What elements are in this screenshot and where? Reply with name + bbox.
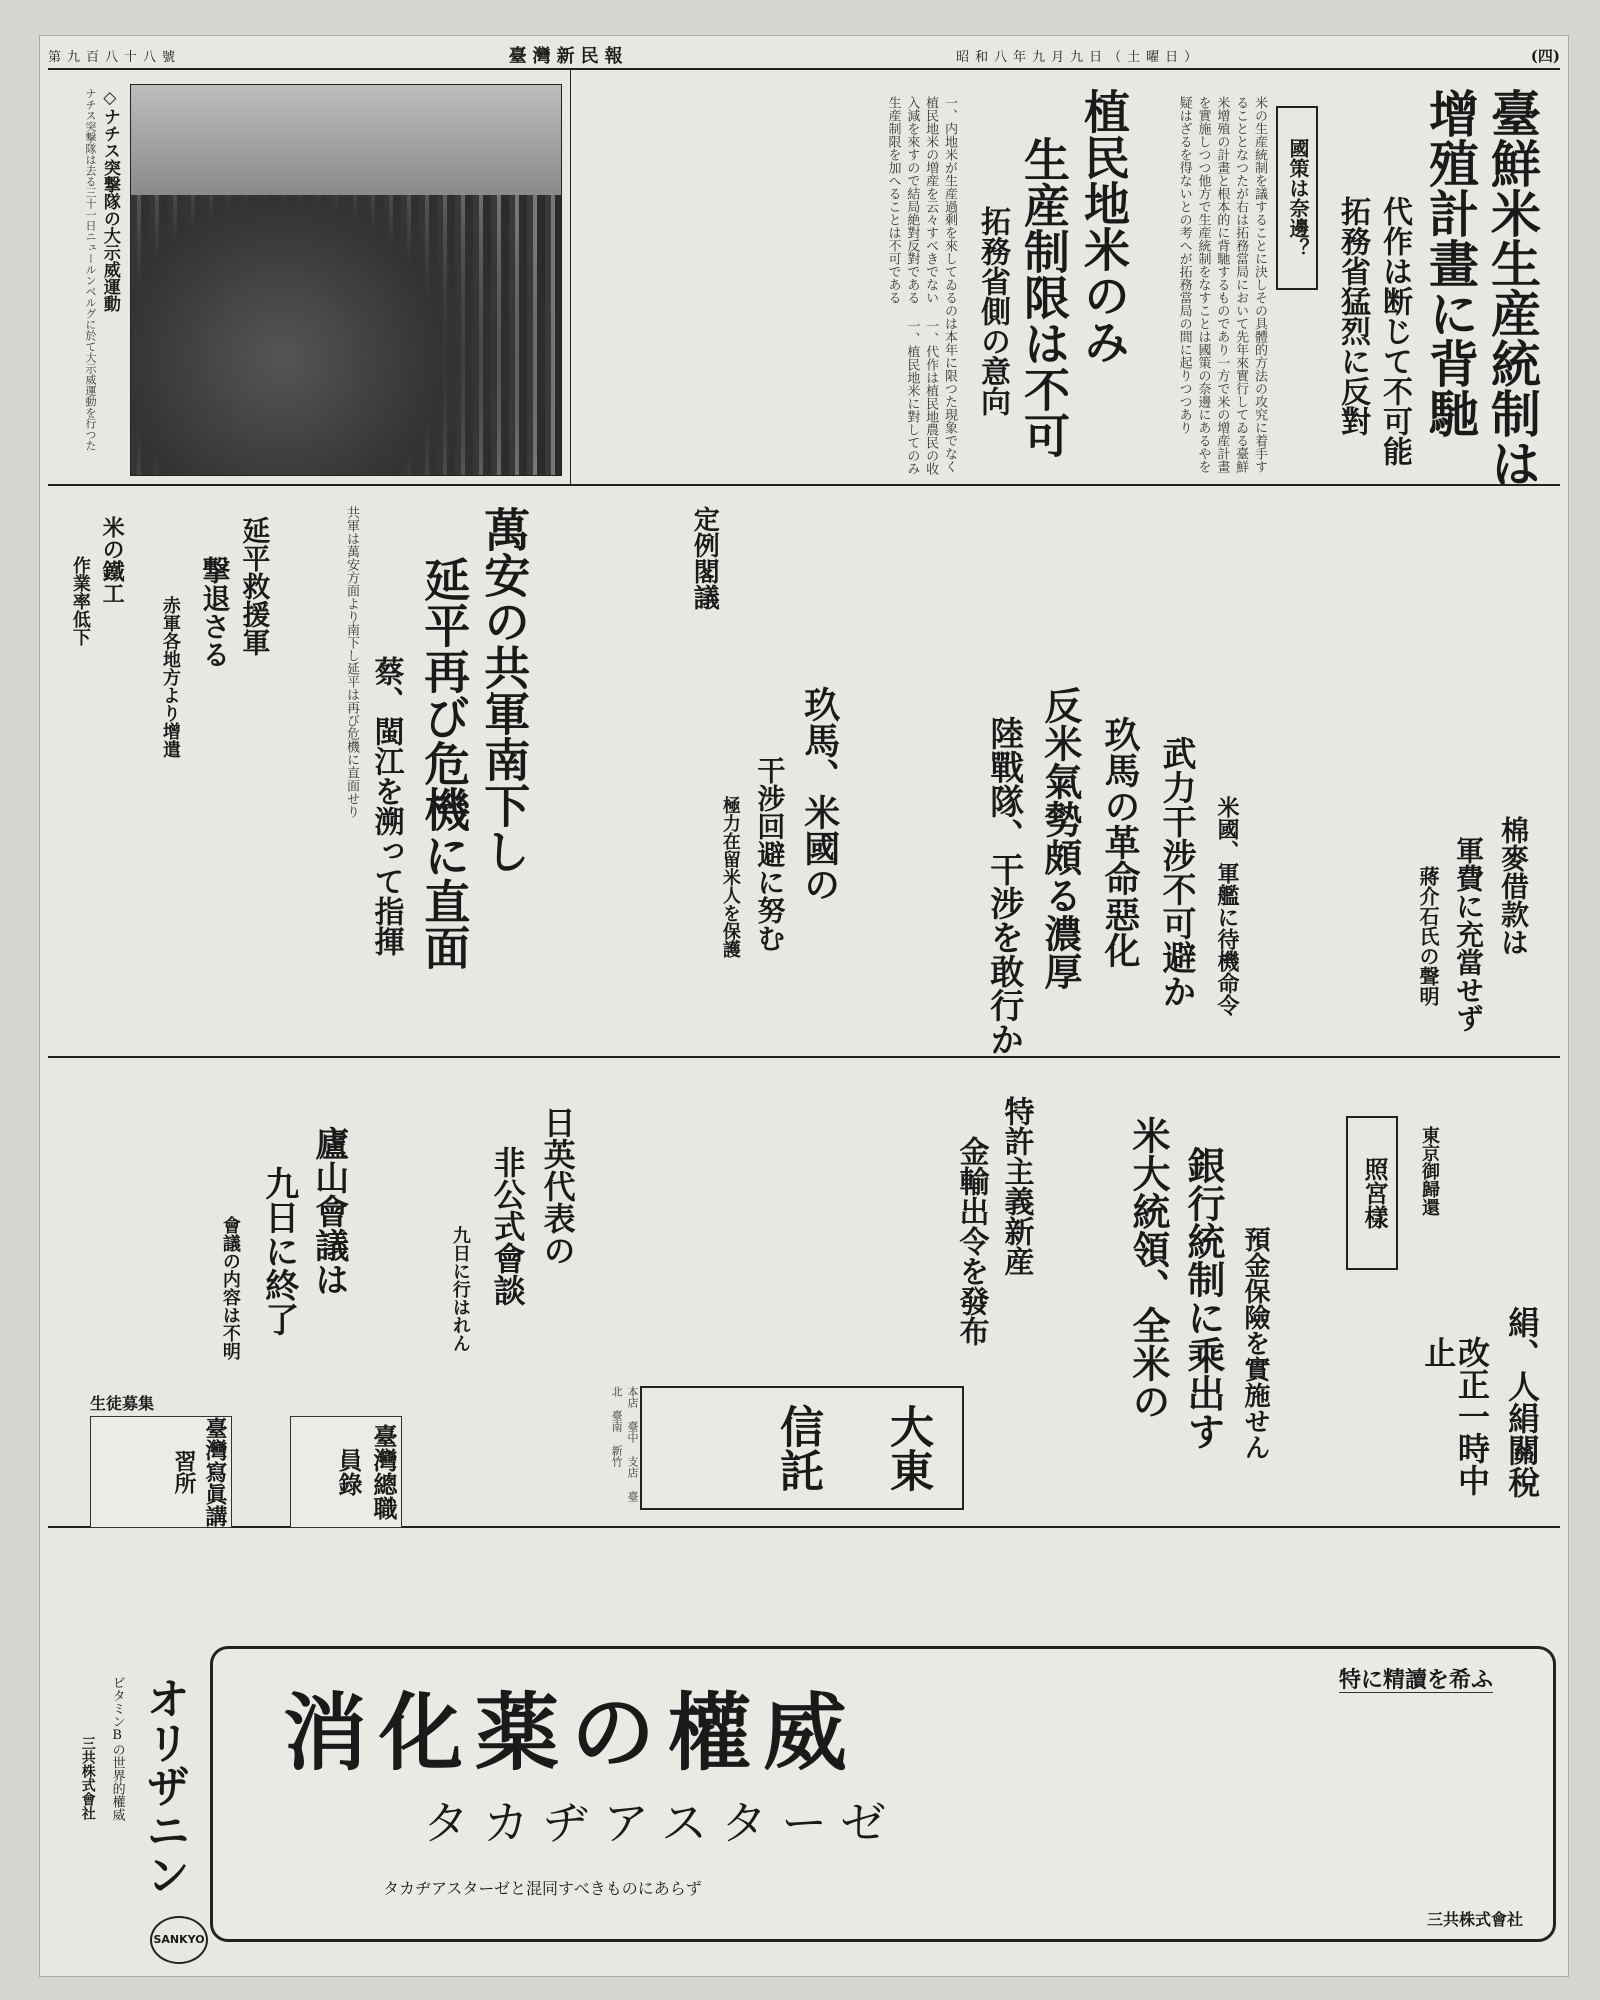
article-body-rice: 米の生産統制を議することに決しその具體的方法の攻究に着手することとなつたが右は拓務當局において先年來實行してゐる臺鮮米增殖の計畫と根本的に背馳するものであり一方で米の增産計畫を實施しつつ他方で生産統制をなすことは國策の奈邊にあるやを疑はざるを得ないとの考へが拓務當局の間に起りつつあり	[1176, 96, 1267, 473]
headline-anglo-japan: 日英代表の	[538, 1106, 577, 1266]
subhead-silk-tariff: 改正一時中止	[1419, 1336, 1491, 1496]
headline-anti-us: 反米氣勢頗る濃厚	[1037, 686, 1083, 990]
subhead-chiang: 蔣介石氏の聲明	[1416, 866, 1440, 1006]
subhead-deposit-insurance: 預金保險を實施せん	[1240, 1226, 1270, 1460]
ad-main-title: 消化薬の權威	[283, 1683, 860, 1782]
subhead-gold: 金輸出令を發布	[953, 1136, 989, 1346]
masthead	[48, 42, 1560, 70]
subhead-rice: 代作は断じて不可能	[1377, 196, 1412, 466]
photo-caption: ◇ナチス突撃隊の大示威運動	[99, 88, 120, 312]
headline-yanping: 延平救援軍	[238, 516, 272, 656]
subhead-anglo-japan-2: 九日に行はれん	[449, 1226, 471, 1352]
article-body-colony: 一、内地米が生産過剩を來してゐるのは本年に限つた現象でなく植民地米の増産を云々すべきでない 一、代作は植民地農民の收入減を來すので結局絶對反對である 一、植民地米に對してのみ生産制限を加へることは不可である	[885, 96, 957, 475]
subhead-cuba-warship: 米國、軍艦に待機命令	[1214, 796, 1240, 1016]
ad-company: 三共株式會社	[1426, 1910, 1523, 1930]
oryzanin-sub: ビタミンBの世界的權威	[109, 1676, 125, 1821]
photo-school-ad: 臺灣寫眞講習所	[90, 1416, 232, 1528]
subhead-rice-iron: 作業率低下	[69, 556, 91, 646]
headline-lushan: 廬山會議は	[308, 1126, 349, 1296]
headline-communist: 萬安の共軍南下し	[477, 506, 532, 874]
subhead-cotton: 軍費に充當せず	[1452, 836, 1485, 1032]
sankyo-logo: SANKYO	[150, 1916, 208, 1964]
paper-name: 臺灣新民報	[508, 46, 629, 67]
subhead-anglo-japan: 非公式會談	[488, 1146, 527, 1306]
photo-school-head: 生徒募集	[90, 1394, 155, 1413]
ad-product-name: タカヂアスターゼ	[423, 1796, 901, 1850]
headline-production-limit: 生産制限は不可	[1017, 136, 1071, 458]
oryzanin-company: 三共株式會社	[79, 1736, 96, 1820]
directory-ad: 臺灣總職員錄	[290, 1416, 402, 1528]
column-rule	[570, 70, 571, 484]
headline-cuba-us-rel: 玖馬、米國の	[798, 686, 841, 902]
headline-cotton-loan: 棉麥借款は	[1497, 816, 1530, 956]
subhead-communist: 蔡、閩江を溯って指揮	[368, 656, 404, 956]
headline-colony-rice: 植民地米のみ	[1077, 88, 1131, 364]
ad-notice: 特に精讀を希ふ	[1338, 1667, 1493, 1693]
newspaper-page	[40, 36, 1568, 1976]
headline-cabinet: 定例閣議	[689, 506, 720, 610]
box-headline: 國策は奈邊？	[1276, 106, 1318, 290]
subhead-cuba-us-2: 極力在留米人を保護	[719, 796, 741, 958]
page-number: (四)	[1530, 46, 1560, 65]
subhead-cuba-us: 干涉回避に努む	[753, 756, 787, 952]
takadiastase-ad	[210, 1646, 1556, 1942]
headline-rice-iron: 米の鐵工	[99, 516, 126, 604]
subhead-princess: 東京御歸還	[1419, 1126, 1440, 1216]
article-body-communist: 共軍は萬安方面より南下し延平は再び危機に直面せり	[344, 506, 359, 818]
subhead-anti-us: 陸戰隊、干涉を敢行か	[983, 716, 1024, 1056]
nazi-rally-photo	[130, 84, 562, 476]
subhead-lushan-2: 會議の内容は不明	[219, 1216, 241, 1360]
subhead-lushan: 九日に終了	[258, 1166, 299, 1336]
issue-number: 第九百八十八號	[48, 49, 182, 65]
headline-repelled: 撃退さる	[198, 556, 232, 668]
subhead-cuba-intervention: 武力干涉不可避か	[1156, 736, 1196, 1008]
column-rule	[48, 484, 1560, 486]
headline-us-president: 米大統領、全米の	[1126, 1116, 1171, 1420]
ad-tagline: タカヂアスターゼと混同すべきものにあらず	[383, 1879, 702, 1898]
headline-rice-plan: 增殖計畫に背馳	[1421, 88, 1480, 438]
column-rule	[48, 1056, 1560, 1058]
headline-silk-tariff: 絹、人絹關稅	[1503, 1306, 1541, 1498]
headline-princess: 照宮樣	[1346, 1116, 1398, 1270]
subhead-rice-2: 拓務省猛烈に反對	[1335, 196, 1370, 436]
headline-yanping-crisis: 延平再び危機に直面	[417, 556, 472, 970]
issue-date: 昭和八年九月九日（土曜日）	[956, 49, 1204, 65]
headline-gold: 特許主義新産	[998, 1096, 1034, 1276]
subhead-colony: 拓務省側の意向	[975, 206, 1010, 416]
bank-ad: 大東信託	[640, 1386, 964, 1510]
column-rule	[48, 1526, 1560, 1528]
headline-rice-control: 臺鮮米生産統制は	[1483, 88, 1542, 488]
photo-caption-body: ナチス突撃隊は去る三十一日ニュールンベルグに於て大示威運動を行つた	[84, 88, 97, 451]
bank-ad-branches: 本店 臺中 支店 臺北 臺南 新竹	[610, 1386, 639, 1502]
subhead-yanping: 赤軍各地方より增遣	[159, 596, 181, 758]
subhead-bank-control: 銀行統制に乘出す	[1181, 1146, 1226, 1450]
oryzanin-title: オリザニン	[138, 1676, 190, 1896]
headline-cuba-revolution: 玖馬の革命惡化	[1099, 716, 1141, 968]
